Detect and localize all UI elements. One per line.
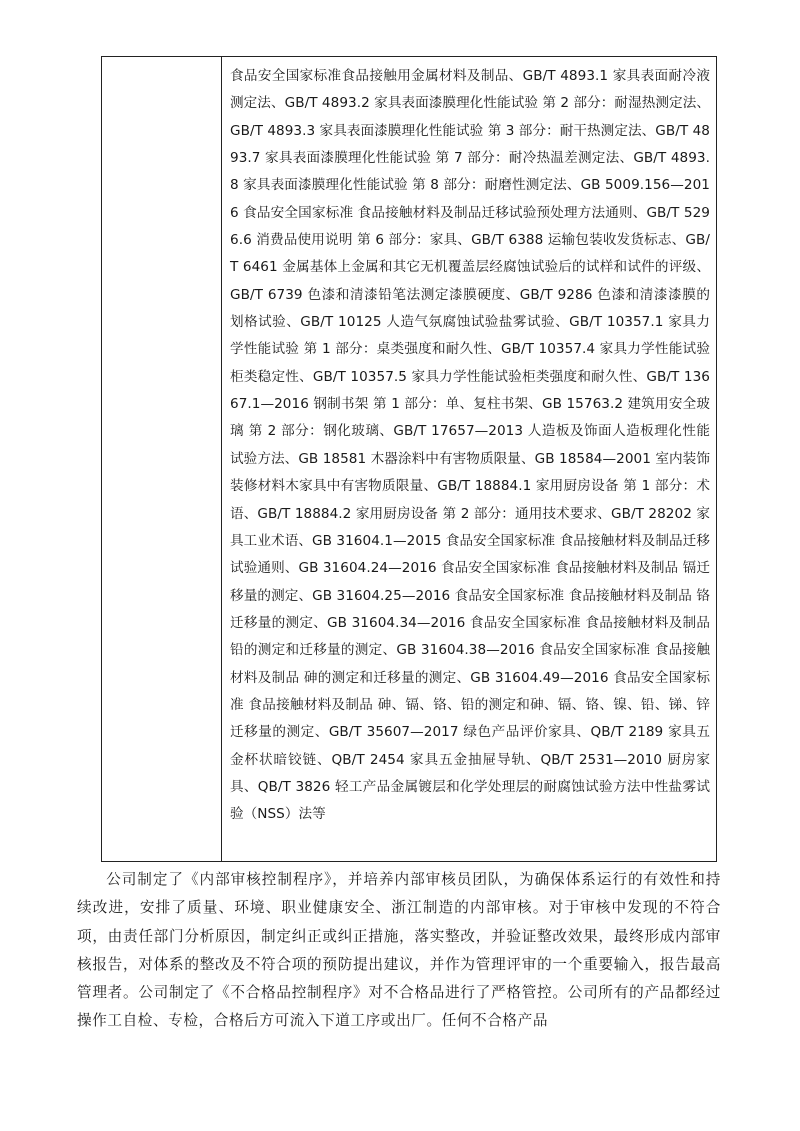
standards-list-text: 食品安全国家标准食品接触用金属材料及制品、GB/T 4893.1 家具表面耐冷液测定法、GB/T 4893.2 家具表面漆膜理化性能试验 第 2 部分：耐湿热测定法、GB/T 4893.3 家具表面漆膜理化性能试验 第 3 部分：耐干热测定法、GB/T 4893.7 家具表面漆膜理化性能试验 第 7 部分：耐冷热温差测定法、GB/T 4893.8 家具表面漆膜理化性能试验 第 8 部分：耐磨性测定法、GB 5009.156—2016 食品安全国家标准 食品接触材料及制品迁移试验预处理方法通则、GB/T 5296.6 消费品使用说明 第 6 部分：家具、GB/T 6388 运输包装收发货标志、GB/T 6461 金属基体上金属和其它无机覆盖层经腐蚀试验后的试样和试件的评级、GB/T 6739 色漆和清漆铅笔法测定漆膜硬度、GB/T 9286 色漆和清漆漆膜的划格试验、GB/T 10125 人造气氛腐蚀试验盐雾试验、GB/T 10357.1 家具力学性能试验 第 1 部分：桌类强度和耐久性、GB/T 10357.4 家具力学性能试验柜类稳定性、GB/T 10357.5 家具力学性能试验柜类强度和耐久性、GB/T 13667.1—2016 钢制书架 第 1 部分：单、复柱书架、GB 15763.2 建筑用安全玻璃 第 2 部分：钢化玻璃、GB/T 17657—2013 人造板及饰面人造板理化性能试验方法、GB 18581 木器涂料中有害物质限量、GB 18584—2001 室内装饰装修材料木家具中有害物质限量、GB/T 18884.1 家用厨房设备 第 1 部分：术语、GB/T 18884.2 家用厨房设备 第 2 部分：通用技术要求、GB/T 28202 家具工业术语、GB 31604.1—2015 食品安全国家标准 食品接触材料及制品迁移试验通则、GB 31604.24—2016 食品安全国家标准 食品接触材料及制品 镉迁移量的测定、GB 31604.25—2016 食品安全国家标准 食品接触材料及制品 铬迁移量的测定、GB 31604.34—2016 食品安全国家标准 食品接触材料及制品 铅的测定和迁移量的测定、GB 31604.38—2016 食品安全国家标准 食品接触材料及制品 砷的测定和迁移量的测定、GB 31604.49—2016 食品安全国家标准 食品接触材料及制品 砷、镉、铬、铅的测定和砷、镉、铬、镍、铅、锑、锌迁移量的测定、GB/T 35607—2017 绿色产品评价家具、QB/T 2189 家具五金杯状暗铰链、QB/T 2454 家具五金抽屉导轨、QB/T 2531—2010 厨房家具、QB/T 3826 轻工产品金属镀层和化学处理层的耐腐蚀试验方法中性盐雾试验（NSS）法等 xyxy=(230,68,710,823)
table-left-cell xyxy=(102,57,222,861)
standards-table xyxy=(101,56,717,862)
table-right-cell xyxy=(222,57,716,861)
body-paragraph: 公司制定了《内部审核控制程序》，并培养内部审核员团队，为确保体系运行的有效性和持续改进，安排了质量、环境、职业健康安全、浙江制造的内部审核。对于审核中发现的不符合项，由责任部门分析原因，制定纠正或纠正措施，落实整改，并验证整改效果，最终形成内部审核报告，对体系的整改及不符合项的预防提出建议，并作为管理评审的一个重要输入，报告最高管理者。公司制定了《不合格品控制程序》对不合格品进行了严格管控。公司所有的产品都经过操作工自检、专检，合格后方可流入下道工序或出厂。任何不合格产品 xyxy=(77,871,721,1030)
